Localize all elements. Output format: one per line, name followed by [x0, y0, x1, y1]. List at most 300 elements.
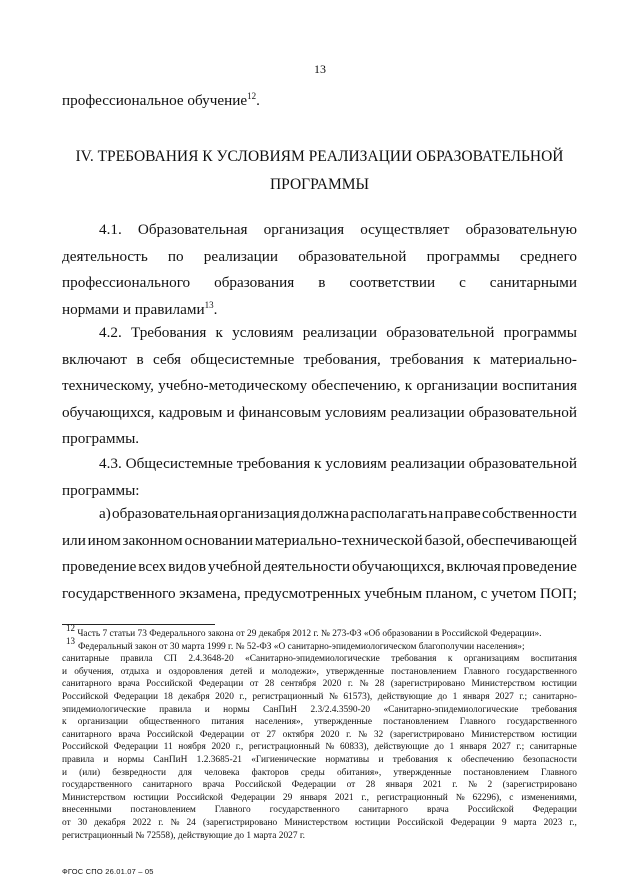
footnote-word: отдыха — [120, 666, 150, 677]
word: располагать — [350, 505, 428, 522]
p41-line-3 — [62, 270, 577, 297]
word: предусмотренных — [244, 584, 361, 602]
word: 4.1. — [99, 221, 122, 238]
paragraph-4-1 — [62, 217, 577, 323]
word: к — [314, 455, 322, 472]
footnote-word: 61573), — [343, 691, 373, 702]
footnote-word: декабря — [94, 817, 126, 828]
footnote-word: марта — [513, 817, 537, 828]
footnote-word: г. — [347, 679, 354, 690]
footnote-word: к — [447, 754, 452, 765]
footnote-word: Федерации — [113, 742, 159, 753]
word: законном — [122, 531, 183, 549]
word: видов — [168, 558, 207, 575]
word: организация — [263, 221, 345, 238]
footnote-word: Российской — [146, 729, 194, 740]
word: базой, — [424, 531, 465, 549]
word: материально- — [489, 350, 577, 368]
footnote-13-line — [62, 804, 577, 817]
footnote-word: нормативы — [325, 754, 370, 765]
footnote-word: № — [359, 679, 369, 690]
word: финансовым — [238, 403, 321, 421]
word: реализации — [302, 324, 377, 341]
footnote-word: октября — [282, 729, 314, 740]
footnote-word: санитарного — [142, 780, 193, 791]
footnote-word: Главного — [214, 805, 251, 816]
footnote-word: Федерации — [198, 679, 244, 690]
paragraph-4-2 — [62, 320, 577, 453]
footnote-word: питания — [211, 717, 244, 728]
word: требования — [390, 350, 464, 368]
footnote-13-text: регистрационный № 72558), действующие до 1 марта 2027 г. — [62, 830, 305, 841]
word: образовательной — [298, 247, 407, 265]
word: к — [473, 350, 481, 368]
footnote-word: государственного — [506, 666, 577, 677]
word: или — [62, 531, 86, 549]
word: реализации — [390, 455, 465, 472]
p42-line-1 — [62, 320, 577, 347]
document-footer: ФГОС СПО 26.01.07 – 05 — [62, 867, 154, 876]
word: кадровым — [158, 403, 223, 421]
footnote-word: санитарного — [358, 805, 409, 816]
heading-line-1: IV. ТРЕБОВАНИЯ К УСЛОВИЯМ РЕАЛИЗАЦИИ ОБРАЗОВАТЕЛЬНОЙ — [75, 148, 564, 165]
footnote-word: № — [170, 817, 180, 828]
pa-line-1 — [62, 501, 577, 528]
word: экзамена, — [179, 584, 241, 602]
footnote-word: постановлением — [463, 767, 529, 778]
word: осуществляет — [360, 221, 450, 238]
footnote-word: Российской — [176, 792, 223, 803]
footnote-word: правила — [120, 654, 153, 665]
footnote-word: государственного — [62, 780, 133, 791]
word: воспитания — [502, 377, 577, 394]
footnote-word: организации — [77, 717, 129, 728]
footnote-word: Федерации — [532, 805, 577, 816]
word: по — [167, 247, 184, 265]
footnote-word: нормы — [117, 754, 145, 765]
footnote-word: внесенными — [62, 805, 112, 816]
footnote-13-mark: 13 — [66, 635, 75, 646]
word: всех — [138, 558, 167, 575]
footnote-word: СП — [163, 654, 177, 665]
footnote-word: безопасности — [523, 754, 577, 765]
footnote-word: Федерации — [199, 729, 245, 740]
word: себя — [153, 350, 182, 368]
intro-end: . — [256, 92, 260, 109]
footnote-word: врача — [426, 805, 449, 816]
footnote-word: и — [378, 754, 384, 765]
footnote-word: ноября — [178, 742, 206, 753]
footnote-word: г. — [452, 780, 458, 791]
footnote-word: регистрационный — [376, 792, 448, 803]
footnote-word: 27 — [266, 729, 276, 740]
footnote-word: и — [62, 666, 68, 677]
word: государственного — [62, 584, 176, 602]
footnote-13-line — [62, 678, 577, 691]
footnote-word: и — [259, 666, 265, 677]
footnote-word: г.; — [516, 742, 525, 753]
word: Требования — [131, 324, 207, 341]
footnote-word: № — [467, 780, 477, 791]
heading-line-2: ПРОГРАММЫ — [269, 176, 370, 193]
footnote-word: Федерации — [230, 792, 276, 803]
pa-line-4 — [62, 581, 577, 608]
word: а) — [99, 505, 111, 522]
p41-line-4-end: . — [213, 300, 218, 318]
footnote-word: 2023 — [543, 817, 563, 828]
footnote-word: до — [437, 691, 448, 702]
footnote-word: января — [385, 780, 413, 791]
word: учебным — [364, 584, 423, 602]
footnote-word: (или) — [79, 767, 101, 778]
word: с — [459, 274, 466, 291]
word: проведение — [62, 558, 137, 575]
footnote-word: Министерством — [284, 817, 348, 828]
footnote-word: Главного — [463, 666, 500, 677]
footnote-word: № — [455, 792, 465, 803]
intro-paragraph — [62, 88, 577, 115]
footnote-word: (зарегистрировано — [502, 780, 577, 791]
p41-line-4: нормами и правилами — [62, 300, 205, 318]
footnote-word: 2020 — [211, 742, 231, 753]
footnote-word: воспитания — [530, 654, 577, 665]
word: обучающихся, — [352, 558, 445, 575]
word: программы — [503, 324, 577, 341]
footnote-word: 2020 — [322, 679, 342, 690]
footnote-word: врача — [202, 780, 225, 791]
pa-line-2 — [62, 528, 577, 555]
footnote-word: безвредности — [112, 767, 167, 778]
footnote-word: января — [459, 742, 487, 753]
footnote-word: с — [509, 792, 514, 803]
footnote-word: Министерством — [471, 729, 535, 740]
footnote-word: 2021 — [334, 792, 354, 803]
footnote-word: 1 — [449, 742, 455, 753]
footnote-word: Российской — [467, 805, 514, 816]
footnote-word: 18 — [163, 691, 173, 702]
word: планом, — [425, 584, 477, 602]
footnote-word: регистрационный — [248, 742, 320, 753]
footnote-word: обеспечению — [461, 754, 514, 765]
word: учебно-методическому — [158, 377, 308, 394]
p43-line-2: программы: — [62, 481, 140, 499]
footnote-word: к — [447, 654, 453, 665]
footnote-13-line — [62, 817, 577, 830]
word: реализации — [390, 403, 465, 421]
footnote-word: СанПиН — [263, 704, 298, 715]
footnote-word: 2027 — [495, 691, 514, 702]
footnote-12-mark: 12 — [66, 623, 75, 633]
footnote-separator — [62, 624, 215, 625]
footnote-word: к — [62, 717, 67, 728]
word: обеспечению, — [311, 377, 401, 394]
footnote-word: и — [62, 767, 68, 778]
footnote-word: 11 — [163, 742, 173, 753]
word: собственности — [481, 505, 577, 522]
footnote-13-line — [62, 741, 577, 754]
footnote-word: г. — [158, 817, 164, 828]
footnote-word: государственного — [269, 805, 340, 816]
word: материально-технической — [254, 531, 423, 549]
word: и — [226, 403, 235, 421]
footnote-word: № — [325, 742, 335, 753]
footnote-word: 28 — [264, 679, 275, 690]
footnote-word: обучения, — [74, 666, 114, 677]
footnote-word: января — [462, 691, 490, 702]
footnote-word: действующие — [377, 691, 433, 702]
footnotes — [62, 623, 577, 842]
footnote-word: 24 — [186, 817, 196, 828]
footnote-word: сентября — [280, 679, 317, 690]
word: включая — [446, 558, 501, 575]
footnote-word: санитарно- — [532, 691, 577, 702]
footnote-word: юстиции — [354, 817, 391, 828]
word: деятельность — [62, 247, 148, 265]
footnote-ref-13[interactable]: 13 — [204, 299, 214, 310]
footnote-word: изменениями, — [521, 792, 577, 803]
page-number: 13 — [314, 62, 326, 76]
footnote-word: 60833), — [339, 742, 369, 753]
footnote-word: врача — [118, 729, 141, 740]
footnote-word: г. — [346, 729, 352, 740]
footnote-word: (зарегистрировано — [390, 729, 465, 740]
footnote-word: постановлением — [383, 717, 449, 728]
footnote-word: (зарегистрировано — [202, 817, 278, 828]
footnote-word: требования — [391, 654, 437, 665]
footnote-word: от — [249, 679, 259, 690]
footnote-word: государственного — [506, 717, 577, 728]
footnote-word: эпидемиологические — [62, 704, 146, 715]
footnote-word: от — [251, 729, 260, 740]
p42-line-3 — [62, 373, 577, 400]
footnote-word: «Санитарно-эпидемиологические — [383, 704, 519, 715]
footnote-word: г., — [361, 792, 369, 803]
footnote-word: 2.3/2.4.3590-20 — [310, 704, 371, 715]
footnote-word: санитарные — [529, 742, 577, 753]
footnote-word: регистрационный — [252, 691, 324, 702]
footnote-word: молодежи», — [271, 666, 319, 677]
word: в — [136, 350, 144, 368]
footnote-word: 29 — [282, 792, 293, 803]
footnote-word: «Гигиенические — [251, 754, 317, 765]
word: образовательной — [386, 324, 495, 341]
footnote-word: г.; — [519, 691, 528, 702]
word: требования — [236, 455, 311, 472]
footnote-word: обитания», — [336, 767, 382, 778]
footnote-word: детей — [230, 666, 253, 677]
footnote-word: г., — [239, 691, 247, 702]
pa-line-3 — [62, 554, 577, 581]
footnote-word: 2021 — [423, 780, 442, 791]
footnote-word: среды — [300, 767, 325, 778]
word: программы — [426, 247, 500, 265]
word: образовательной — [468, 455, 577, 472]
footnote-word: января — [300, 792, 327, 803]
footnote-word: утвержденные — [393, 767, 452, 778]
word: организации — [416, 377, 498, 394]
paragraph-a — [62, 501, 577, 607]
footnote-word: Главного — [459, 717, 496, 728]
word: обучающихся, — [62, 403, 155, 421]
footnote-word: санитарного — [62, 729, 112, 740]
footnote-word: общественного — [139, 717, 201, 728]
footnote-ref-12[interactable]: 12 — [247, 90, 257, 101]
footnote-13-line — [62, 666, 577, 679]
footnote-12 — [62, 623, 577, 641]
footnote-word: (зарегистрировано — [390, 679, 466, 690]
word: 4.2. — [99, 324, 122, 341]
footnote-word: требования — [531, 704, 577, 715]
footnote-word: от — [62, 817, 71, 828]
footnote-word: Главного — [541, 767, 577, 778]
footnote-word: постановлением — [130, 805, 196, 816]
p41-line-2 — [62, 244, 577, 271]
footnote-word: факторов — [251, 767, 289, 778]
footnote-word: 2 — [487, 780, 493, 791]
footnote-word: декабря — [178, 691, 210, 702]
footnote-13-line — [62, 792, 577, 805]
p43-line-1 — [62, 451, 577, 478]
word: к — [404, 377, 413, 394]
footnote-word: и — [156, 666, 162, 677]
word: среднего — [520, 247, 577, 265]
word: деятельности — [263, 558, 351, 575]
footnote-word: юстиции — [541, 679, 577, 690]
footnote-word: 30 — [77, 817, 88, 828]
word: праве — [444, 505, 481, 522]
footnote-word: Федерации — [113, 691, 158, 702]
footnote-13-line — [62, 754, 577, 767]
footnote-word: Министерством — [62, 792, 126, 803]
footnote-word: санитарные — [62, 654, 110, 665]
footnote-word: 2022 — [132, 817, 152, 828]
word: образовательной — [468, 403, 577, 421]
footnote-word: 62296), — [472, 792, 502, 803]
footnote-word: постановлением — [391, 666, 457, 677]
footnote-word: 1 — [452, 691, 458, 702]
word: образования — [214, 274, 295, 291]
word: основании — [184, 531, 253, 549]
footnote-word: юстиции — [541, 729, 577, 740]
word: включают — [62, 350, 128, 368]
word: общесистемные — [190, 350, 295, 368]
footnote-13-line — [62, 691, 577, 704]
footnote-word: населения», — [255, 717, 303, 728]
footnote-word: Российской — [146, 679, 193, 690]
footnote-word: 9 — [501, 817, 507, 828]
footnote-13-line — [62, 704, 577, 717]
footnote-word: врача — [118, 679, 140, 690]
paragraph-4-3 — [62, 451, 577, 504]
footnote-word: оздоровления — [168, 666, 223, 677]
footnote-13 — [62, 635, 577, 843]
word: техническому, — [62, 377, 154, 394]
footnote-13-line — [62, 716, 577, 729]
word: в — [318, 274, 326, 291]
p42-line-2 — [62, 347, 577, 374]
footnote-word: 2020 — [320, 729, 340, 740]
footnote-word: Федерации — [450, 817, 495, 828]
footnote-word: 28 — [365, 780, 376, 791]
word: организация — [219, 505, 300, 522]
footnote-word: Российской — [62, 742, 109, 753]
footnote-word: утвержденные — [326, 666, 384, 677]
word: реализации — [203, 247, 279, 265]
word: условиям — [325, 455, 387, 472]
footnote-word: 2.4.3648-20 — [188, 654, 234, 665]
footnote-word: до — [434, 742, 444, 753]
word: условиям — [325, 403, 387, 421]
footnote-word: для — [178, 767, 192, 778]
footnote-13-line — [62, 635, 577, 654]
footnote-word: № — [358, 729, 368, 740]
p42-line-5: программы. — [62, 430, 140, 447]
word: проведение — [502, 558, 577, 575]
footnote-word: Российской — [397, 817, 444, 828]
footnote-word: санитарного — [62, 679, 112, 690]
footnote-word: правила — [62, 754, 95, 765]
footnote-word: правила — [159, 704, 192, 715]
footnote-13-line — [62, 653, 577, 666]
word: соответствии — [349, 274, 436, 291]
footnote-word: и — [204, 704, 210, 715]
footnote-word: 32 — [373, 729, 384, 740]
word: образовательная — [111, 505, 219, 522]
word: учетом — [490, 584, 537, 602]
word: Общесистемные — [125, 455, 233, 472]
p41-line-1 — [62, 217, 577, 244]
footnote-word: г., — [569, 817, 577, 828]
intro-text: профессиональное обучение — [62, 92, 248, 109]
footnote-word: от — [346, 780, 356, 791]
word: должна — [300, 505, 350, 522]
footnote-word: человека — [204, 767, 240, 778]
word: образовательную — [465, 221, 577, 238]
footnote-word: юстиции — [133, 792, 169, 803]
footnote-word: Российской — [235, 780, 282, 791]
section-heading — [62, 143, 577, 199]
footnote-13-line — [62, 767, 577, 780]
word: к — [215, 324, 223, 341]
word: учебной — [207, 558, 262, 575]
footnote-13-line — [62, 830, 577, 843]
footnote-word: «Санитарно-эпидемиологические — [245, 654, 380, 665]
word: санитарными — [489, 274, 577, 291]
footnote-word: организациям — [463, 654, 520, 665]
footnote-word: 28 — [374, 679, 385, 690]
footnote-word: 1.2.3685-21 — [196, 754, 242, 765]
word: ином — [87, 531, 121, 549]
footnote-word: действующие — [374, 742, 429, 753]
footnote-word: и — [103, 754, 109, 765]
word: 4.3. — [99, 455, 122, 472]
word: Образовательная — [137, 221, 248, 238]
footnote-word: Федерации — [291, 780, 337, 791]
footnote-13-line — [62, 729, 577, 742]
footnote-word: Министерством — [471, 679, 536, 690]
word: профессионального — [62, 274, 191, 291]
word: требования, — [303, 350, 381, 368]
footnote-word: утвержденные — [314, 717, 373, 728]
word: на — [428, 505, 444, 522]
footnote-word: г., — [235, 742, 244, 753]
word: обеспечивающей — [466, 531, 577, 549]
footnote-word: требования — [392, 754, 439, 765]
footnote-13-text: Федеральный закон от 30 марта 1999 г. № 52-ФЗ «О санитарно-эпидемиологическом благополучии населения»; — [78, 641, 525, 652]
p42-line-4 — [62, 400, 577, 427]
footnote-word: 2020 — [215, 691, 234, 702]
word: ПОП; — [539, 584, 577, 602]
